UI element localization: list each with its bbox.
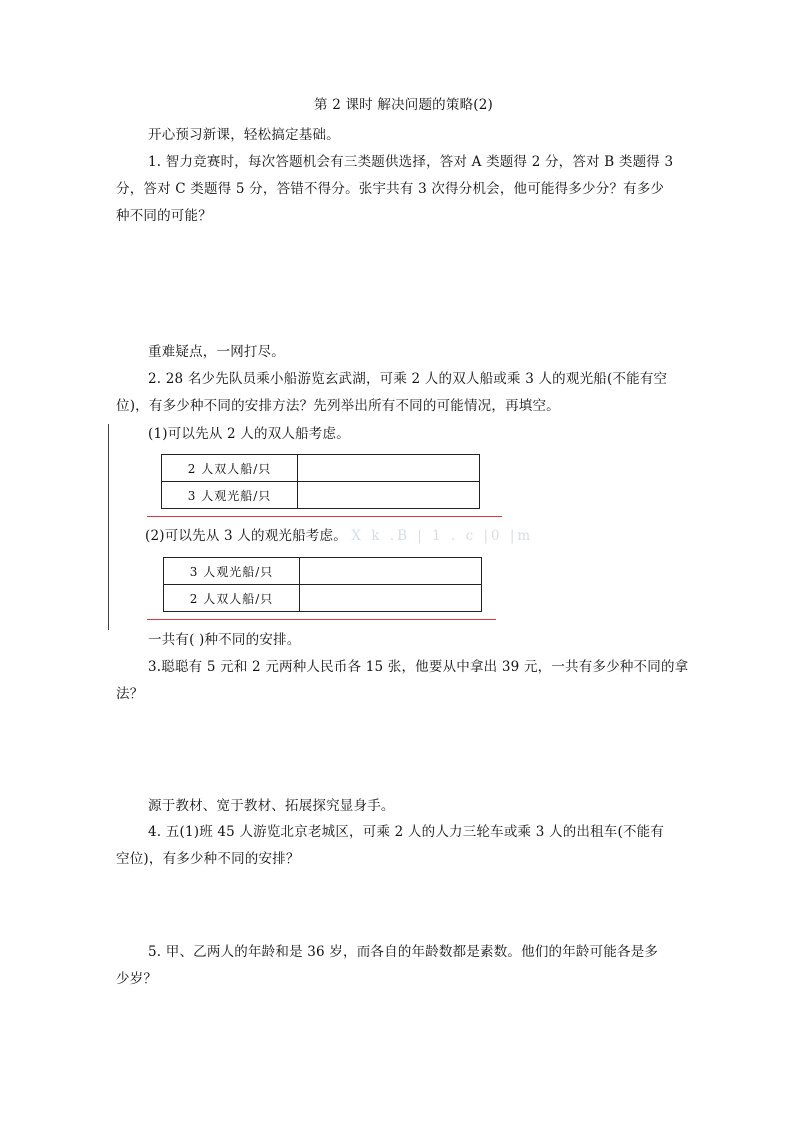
section-heading-difficult: 重难疑点，一网打尽。 xyxy=(148,344,285,360)
section-heading-extension: 源于教材、宽于教材、拓展探究显身手。 xyxy=(148,798,395,814)
q1-line3: 种不同的可能？ xyxy=(116,208,212,224)
q2-line2: 位)，有多少种不同的安排方法？先列举出所有不同的可能情况，再填空。 xyxy=(116,398,560,414)
q2-part2: (2)可以先从 3 人的观光船考虑。 xyxy=(145,528,347,544)
table-row-label: 2 人双人船/只 xyxy=(162,455,298,482)
q2-part1: (1)可以先从 2 人的双人船考虑。 xyxy=(148,426,350,442)
answer-cell[interactable] xyxy=(298,482,480,509)
margin-bar xyxy=(108,424,109,630)
q1-line1: 1. 智力竞赛时，每次答题机会有三类题供选择，答对 A 类题得 2 分，答对 B 类题得 3 xyxy=(148,154,674,170)
answer-cell[interactable] xyxy=(300,585,482,612)
table-row-label: 2 人双人船/只 xyxy=(164,585,300,612)
table-row-label: 3 人观光船/只 xyxy=(162,482,298,509)
red-rule xyxy=(147,619,496,620)
q4-line1: 4. 五(1)班 45 人游览北京老城区，可乘 2 人的人力三轮车或乘 3 人的出租车(不能有 xyxy=(148,824,665,840)
table-row xyxy=(164,585,482,612)
q5-line1: 5. 甲、乙两人的年龄和是 36 岁，而各自的年龄数都是素数。他们的年龄可能各是多 xyxy=(148,944,659,960)
page-title: 第 2 课时 解决问题的策略(2) xyxy=(314,97,493,113)
table-row-label: 3 人观光船/只 xyxy=(164,558,300,585)
red-rule xyxy=(147,516,502,517)
answer-cell[interactable] xyxy=(298,455,480,482)
q2-total: 一共有( )种不同的安排。 xyxy=(148,632,301,648)
table-row xyxy=(162,482,480,509)
section-heading-preview: 开心预习新课，轻松搞定基础。 xyxy=(148,127,340,143)
table-row xyxy=(162,455,480,482)
q2-part2-row xyxy=(145,527,533,545)
table-two-person-first xyxy=(161,454,480,509)
q3-line2: 法？ xyxy=(116,686,144,702)
answer-cell[interactable] xyxy=(300,558,482,585)
q4-line2: 空位)，有多少种不同的安排？ xyxy=(116,851,300,867)
q2-line1: 2. 28 名少先队员乘小船游览玄武湖，可乘 2 人的双人船或乘 3 人的观光船(不能有空 xyxy=(148,371,668,387)
q5-line2: 少岁？ xyxy=(116,971,158,987)
q3-line1: 3.聪聪有 5 元和 2 元两种人民币各 15 张，他要从中拿出 39 元，一共有多少种不同的拿 xyxy=(148,659,689,675)
table-row xyxy=(164,558,482,585)
q1-line2: 分，答对 C 类题得 5 分，答错不得分。张宇共有 3 次得分机会，他可能得多少分？有多少 xyxy=(116,181,665,197)
watermark-text: X k .B | 1 . c |0 |m xyxy=(351,528,534,544)
table-sightseeing-first xyxy=(163,557,482,612)
